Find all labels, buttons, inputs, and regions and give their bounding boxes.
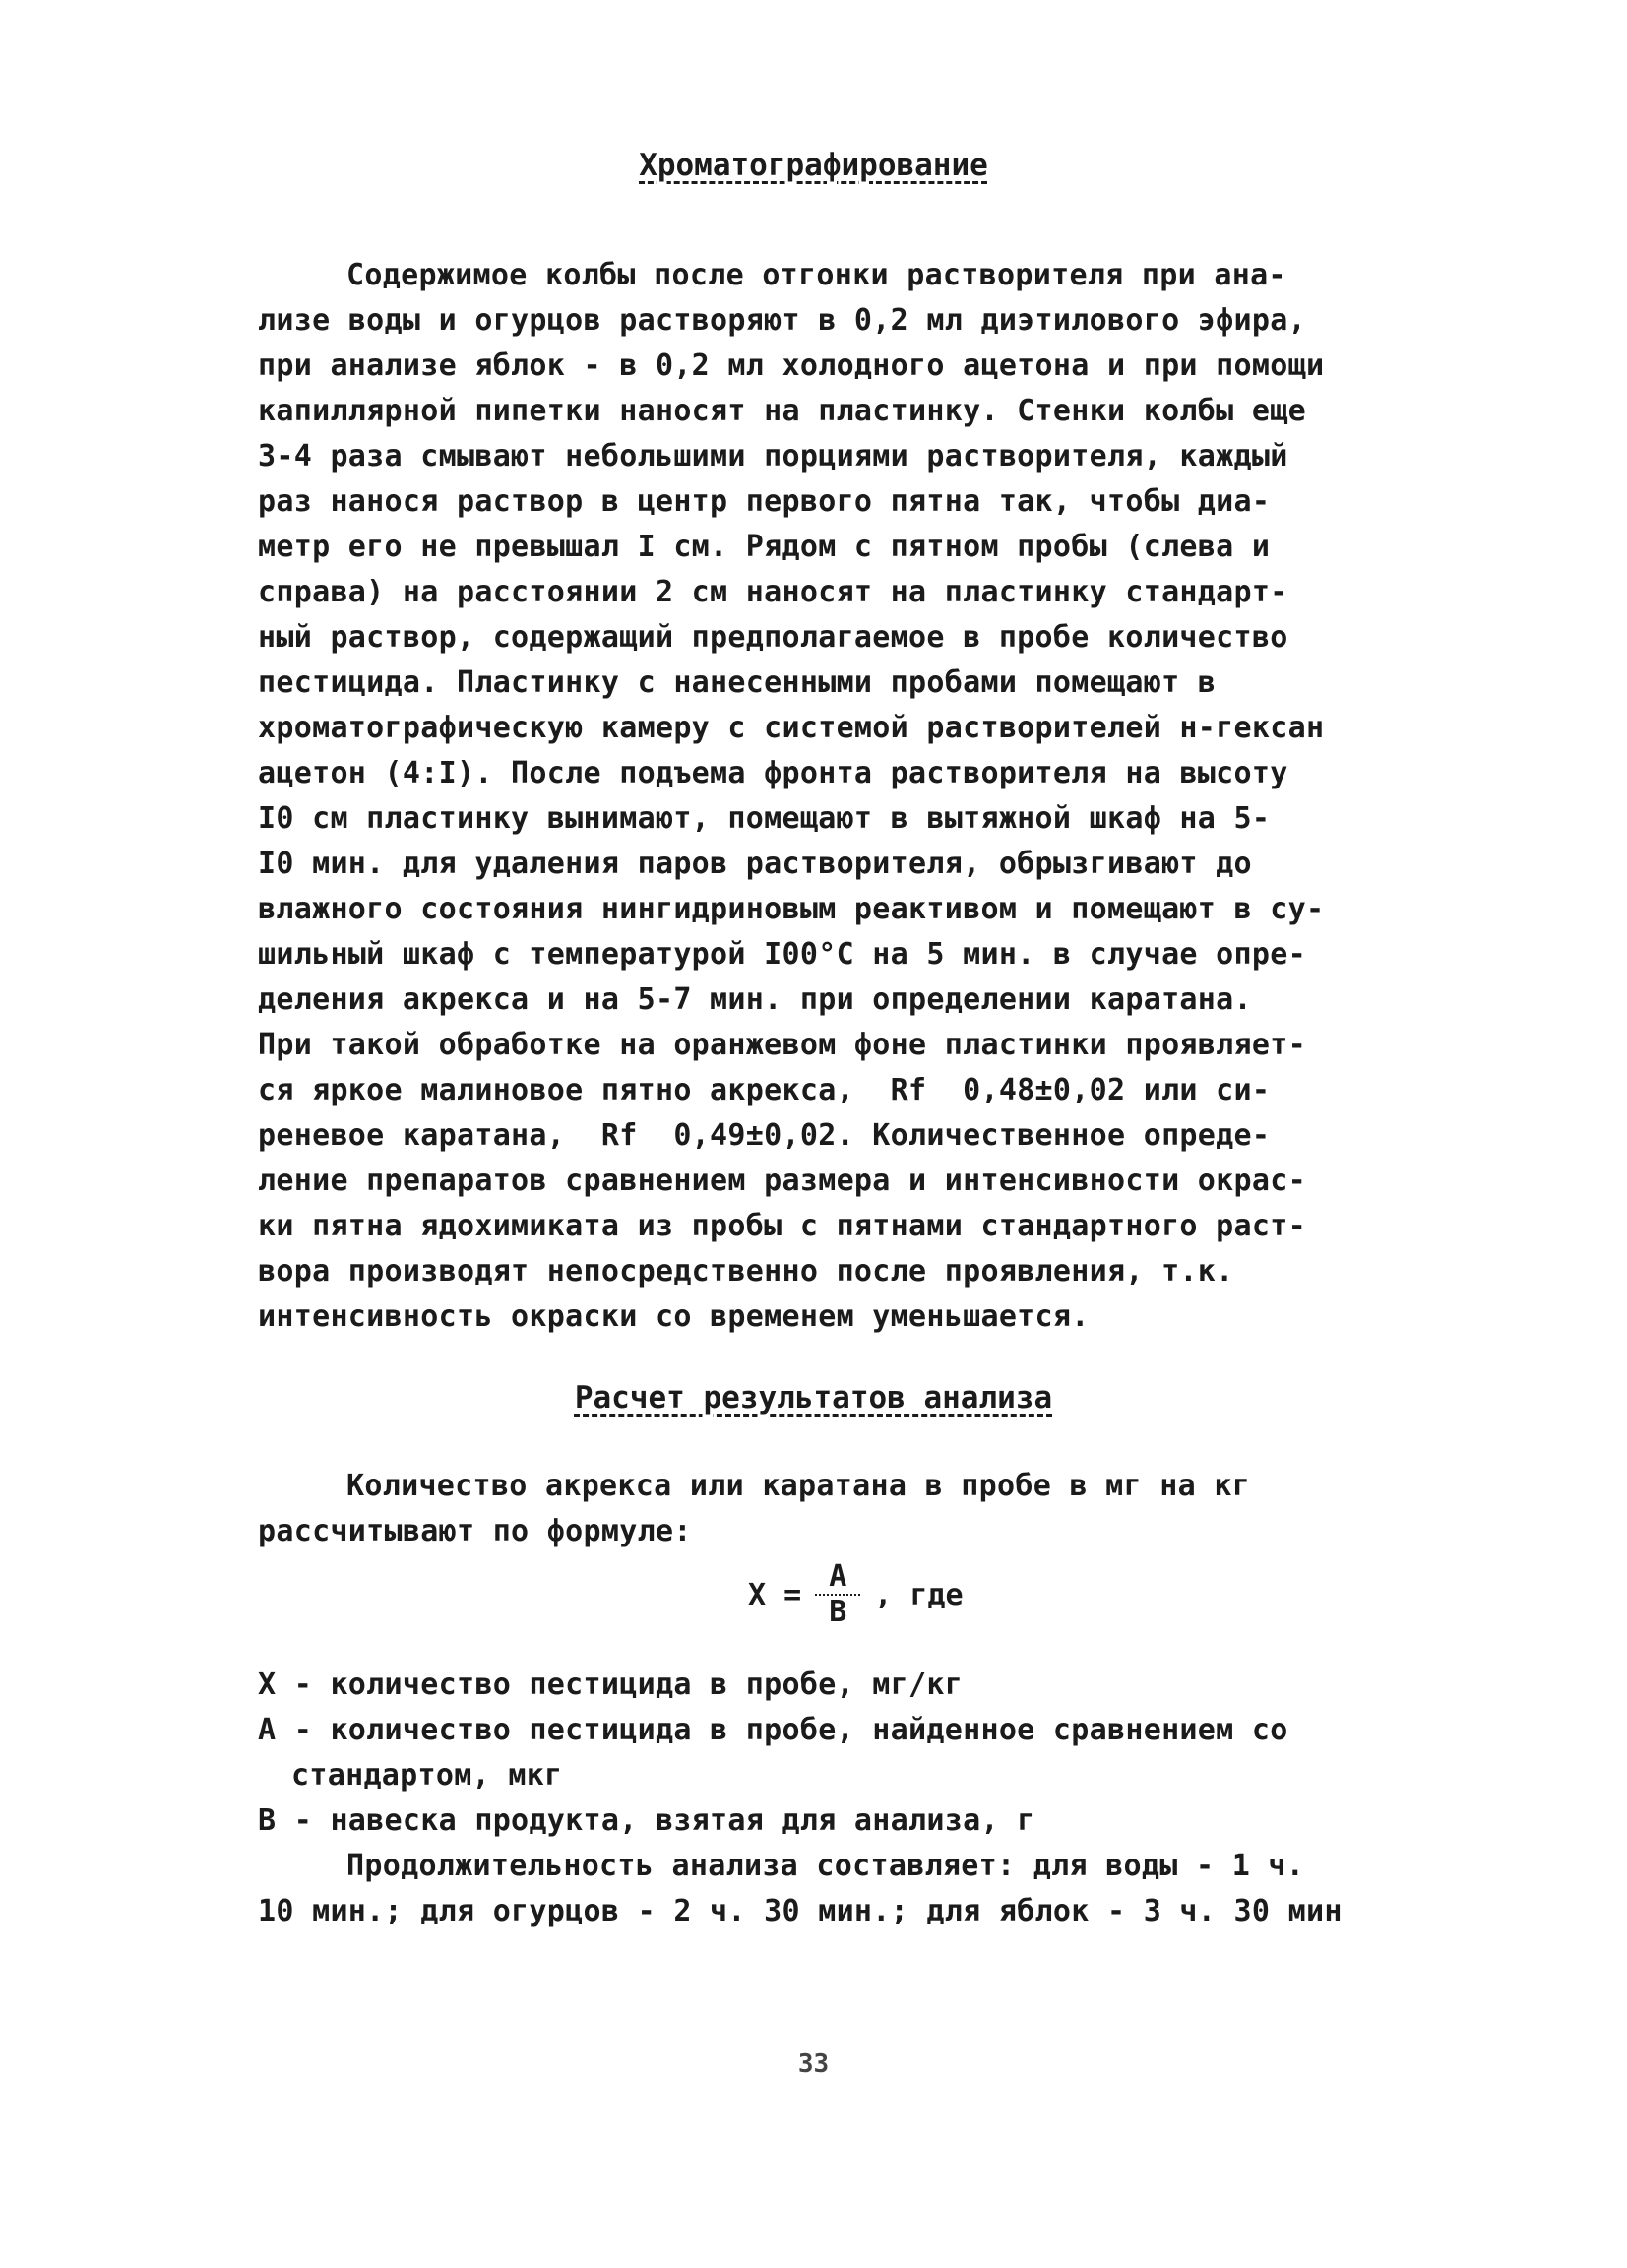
paragraph-line: ный раствор, содержащий предполагаемое в пробе количество — [258, 620, 1288, 655]
section-title-calculation: Расчет результатов анализа — [574, 1380, 1053, 1416]
formula-numerator: A — [815, 1560, 860, 1596]
definition-line: X - количество пестицида в пробе, мг/кг — [258, 1668, 964, 1702]
formula-suffix: , где — [874, 1577, 964, 1612]
paragraph-line: капиллярной пипетки наносят на пластинку. Стенки колбы еще — [258, 394, 1306, 428]
formula — [748, 1560, 964, 1629]
formula-lhs: X = — [748, 1577, 802, 1612]
paragraph-line: При такой обработке на оранжевом фоне пластинки проявляет- — [258, 1028, 1306, 1062]
paragraph-line: ки пятна ядохимиката из пробы с пятнами стандартного раст- — [258, 1209, 1306, 1243]
paragraph-line: раз нанося раствор в центр первого пятна так, чтобы диа- — [258, 484, 1271, 519]
paragraph-line: влажного состояния нингидриновым реактивом и помещают в су- — [258, 892, 1325, 926]
paragraph-line: при анализе яблок - в 0,2 мл холодного ацетона и при помощи — [258, 348, 1325, 383]
paragraph-line: ся яркое малиновое пятно акрекса, Rf 0,48±0,02 или си- — [258, 1073, 1271, 1107]
intro-line: Количество акрекса или каратана в пробе в мг на кг — [346, 1469, 1251, 1503]
definition-line: B - навеска продукта, взятая для анализа, г — [258, 1803, 1035, 1838]
duration-line: Продолжительность анализа составляет: для воды - 1 ч. — [346, 1849, 1305, 1883]
duration-line: 10 мин.; для огурцов - 2 ч. 30 мин.; для яблок - 3 ч. 30 мин — [258, 1894, 1343, 1928]
paragraph-line: ление препаратов сравнением размера и интенсивности окрас- — [258, 1164, 1306, 1198]
intro-line: рассчитывают по формуле: — [258, 1514, 692, 1548]
definition-line: A - количество пестицида в пробе, найденное сравнением со — [258, 1713, 1288, 1747]
paragraph-line: 3-4 раза смывают небольшими порциями растворителя, каждый — [258, 439, 1288, 473]
paragraph-line: деления акрекса и на 5-7 мин. при определении каратана. — [258, 982, 1252, 1017]
paragraph-line: I0 мин. для удаления паров растворителя, обрызгивают до — [258, 847, 1252, 881]
paragraph-line: пестицида. Пластинку с нанесенными пробами помещают в — [258, 665, 1217, 700]
paragraph-line: лизе воды и огурцов растворяют в 0,2 мл диэтилового эфира, — [258, 303, 1306, 338]
paragraph-line: шильный шкаф с температурой I00°С на 5 мин. в случае опре- — [258, 937, 1306, 972]
paragraph-line: Содержимое колбы после отгонки растворителя при ана- — [346, 258, 1286, 292]
paragraph-line: реневое каратана, Rf 0,49±0,02. Количественное опреде- — [258, 1118, 1271, 1153]
page-number: 33 — [797, 2049, 830, 2079]
formula-denominator: B — [829, 1595, 847, 1629]
paragraph-line: справа) на расстоянии 2 см наносят на пластинку стандарт- — [258, 575, 1288, 609]
paragraph-line: метр его не превышал I см. Рядом с пятном пробы (слева и — [258, 530, 1271, 564]
section-title-chromatography: Хроматографирование — [639, 148, 988, 183]
paragraph-line: I0 см пластинку вынимают, помещают в вытяжной шкаф на 5- — [258, 801, 1271, 836]
definition-line: стандартом, мкг — [291, 1758, 563, 1793]
paragraph-line: ацетон (4:I). После подъема фронта растворителя на высоту — [258, 756, 1288, 790]
paragraph-line: хроматографическую камеру с системой растворителей н-гексан — [258, 711, 1325, 745]
formula-fraction — [815, 1560, 860, 1629]
paragraph-line: вора производят непосредственно после проявления, т.к. — [258, 1254, 1234, 1289]
paragraph-line: интенсивность окраски со временем уменьшается. — [258, 1299, 1090, 1334]
